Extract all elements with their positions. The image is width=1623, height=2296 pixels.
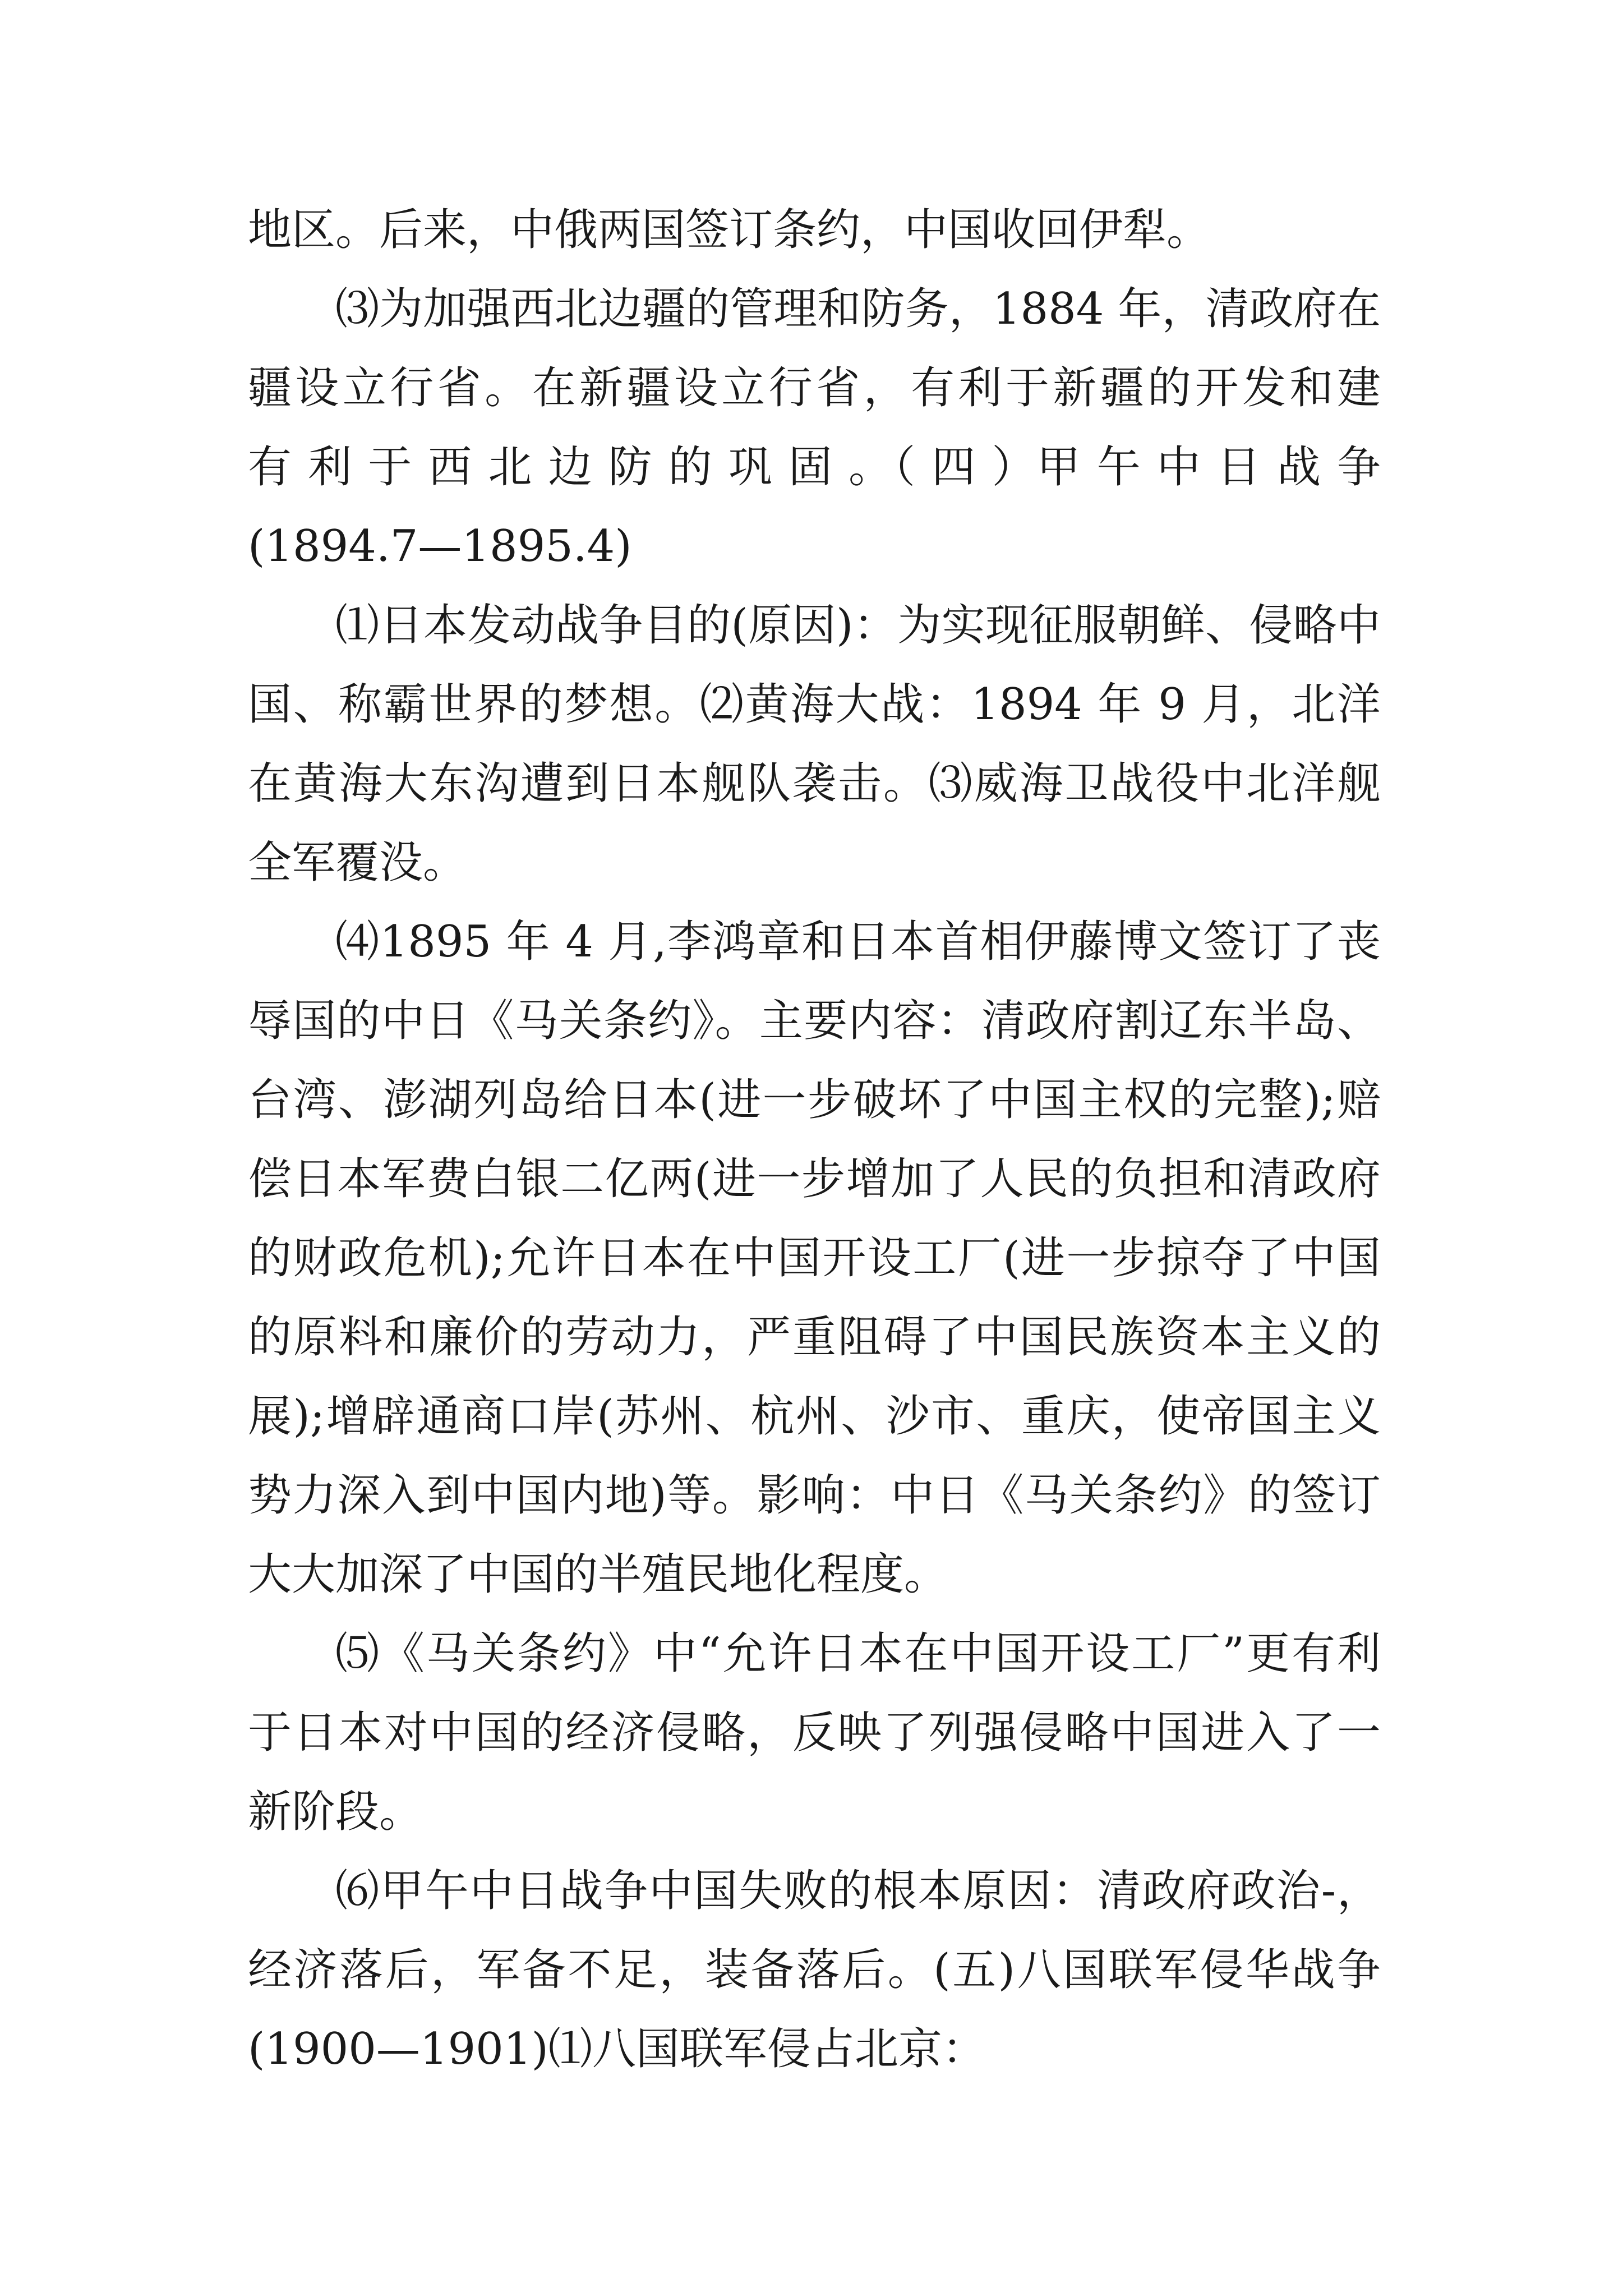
text-line: 在黄海大东沟遭到日本舰队袭击。⑶威海卫战役中北洋舰 [248, 758, 1381, 809]
text-line: ⑶为加强西北边疆的管理和防务，1884 年，清政府在 [335, 284, 1381, 334]
text-line: ⑷1895 年 4 月,李鸿章和日本首相伊藤博文签订了丧 [335, 917, 1381, 967]
paragraph-1 [248, 191, 1381, 270]
paragraph-6 [248, 1852, 1381, 2089]
text-line: 辱国的中日《马关条约》。主要内容：清政府割辽东半岛、 [248, 996, 1381, 1046]
text-line: 展);增辟通商口岸(苏州、杭州、沙市、重庆，使帝国主义 [248, 1391, 1381, 1442]
document-page [248, 191, 1381, 2089]
text-line: 地区。后来，中俄两国签订条约，中国收回伊犁。 [248, 205, 1211, 255]
text-line: 的原料和廉价的劳动力，严重阻碍了中国民族资本主义的 [248, 1312, 1381, 1363]
text-line: ⑴日本发动战争目的(原因)：为实现征服朝鲜、侵略中 [335, 600, 1381, 651]
paragraph-5 [248, 1614, 1381, 1852]
paragraph-4 [248, 903, 1381, 1614]
text-line: 经济落后，军备不足，装备落后。(五)八国联军侵华战争 [248, 1945, 1381, 1995]
text-line: 台湾、澎湖列岛给日本(进一步破坏了中国主权的完整);赔 [248, 1075, 1381, 1125]
paragraph-2 [248, 270, 1381, 586]
text-line: 于日本对中国的经济侵略，反映了列强侵略中国进入了一 [248, 1708, 1381, 1758]
text-line: 有 利 于 西 北 边 防 的 巩 固 。（ 四 ）甲 午 中 日 战 争 [248, 442, 1381, 493]
text-line: 大大加深了中国的半殖民地化程度。 [248, 1549, 948, 1600]
paragraph-3 [248, 586, 1381, 903]
text-line: 的财政危机);允许日本在中国开设工厂(进一步掠夺了中国 [248, 1233, 1381, 1283]
text-line: 新阶段。 [248, 1787, 423, 1837]
text-line: 势力深入到中国内地)等。影响：中日《马关条约》的签订 [248, 1470, 1381, 1521]
text-line: (1894.7—1895.4) [248, 521, 632, 572]
text-line: 疆设立行省。在新疆设立行省，有利于新疆的开发和建 [248, 363, 1381, 413]
text-line: 全军覆没。 [248, 838, 467, 888]
text-line: (1900—1901)⑴八国联军侵占北京： [248, 2024, 986, 2074]
text-line: ⑸《马关条约》中“允许日本在中国开设工厂”更有利 [335, 1628, 1381, 1679]
text-line: 国、称霸世界的梦想。⑵黄海大战：1894 年 9 月，北洋 [248, 679, 1381, 730]
text-line: ⑹甲午中日战争中国失败的根本原因：清政府政治-， [335, 1866, 1381, 1916]
text-line: 偿日本军费白银二亿两(进一步增加了人民的负担和清政府 [248, 1154, 1381, 1204]
